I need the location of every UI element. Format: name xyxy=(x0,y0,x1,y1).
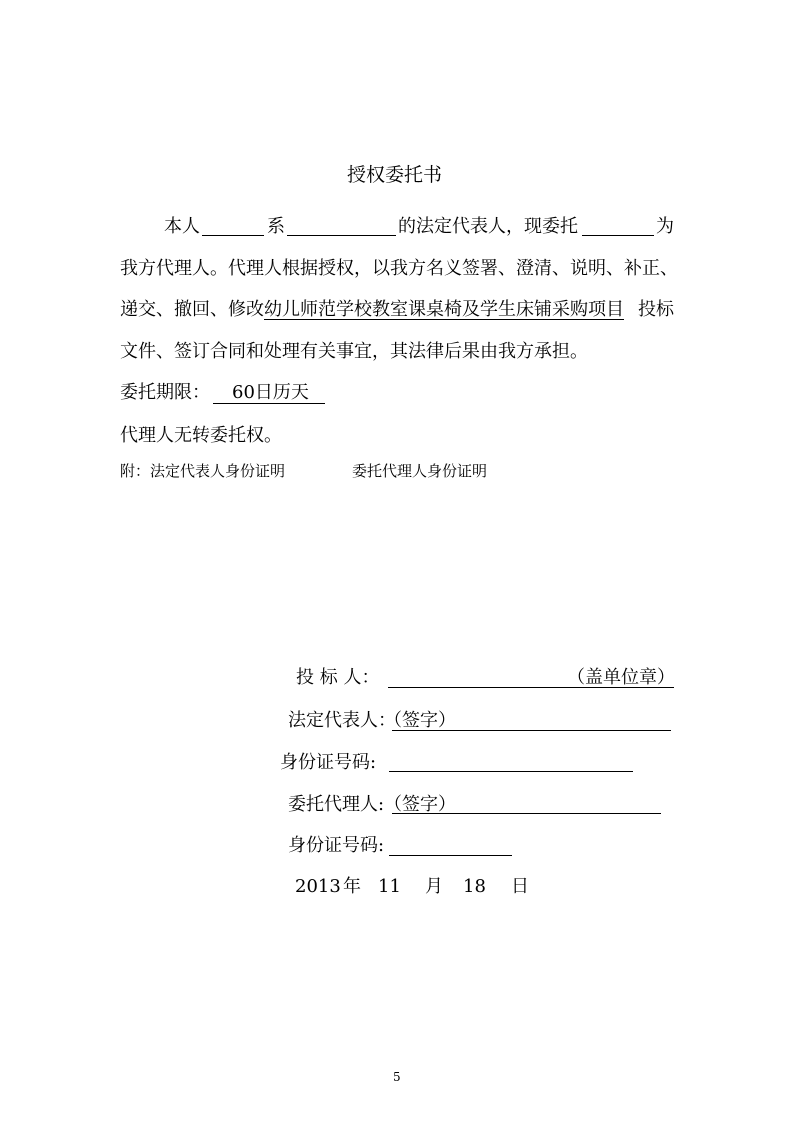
authorization-text-line4: 文件、签订合同和处理有关事宜，其法律后果由我方承担。 xyxy=(120,341,588,362)
legal-rep-sign-note: （签字） xyxy=(384,710,456,731)
principal-name-blank[interactable] xyxy=(202,235,264,236)
legal-rep-text: 的法定代表人，现委托 xyxy=(398,216,578,237)
id-number-label-1: 身份证号码: xyxy=(280,752,377,773)
page-number: 5 xyxy=(393,1070,401,1084)
date-month: 11 xyxy=(378,876,401,897)
date-year: 2013 xyxy=(295,876,341,897)
id-number-line-2[interactable] xyxy=(389,855,512,856)
period-value: 60日历天 xyxy=(232,382,309,403)
authorization-text-line3b: 投标 xyxy=(638,299,674,320)
date-year-unit: 年 xyxy=(343,876,361,897)
agent-sign-note: （签字） xyxy=(384,794,456,815)
relation-label: 系 xyxy=(267,216,285,237)
id-number-label-2: 身份证号码: xyxy=(288,835,385,856)
document-title: 授权委托书 xyxy=(347,164,443,186)
project-name: 幼儿师范学校教室课桌椅及学生床铺采购项目 xyxy=(264,299,624,320)
principal-label: 本人 xyxy=(164,216,200,237)
date-month-unit: 月 xyxy=(425,876,443,897)
no-delegation-text: 代理人无转委托权。 xyxy=(120,425,282,446)
bidder-seal-note: （盖单位章） xyxy=(567,667,675,688)
period-underline xyxy=(213,403,325,404)
authorization-text-line3a: 递交、撤回、修改 xyxy=(120,299,264,320)
period-label: 委托期限： xyxy=(120,382,210,403)
id-number-line-1[interactable] xyxy=(389,771,633,772)
date-day: 18 xyxy=(463,876,486,897)
date-day-unit: 日 xyxy=(511,876,529,897)
authorization-text-line2: 我方代理人。代理人根据授权，以我方名义签署、澄清、说明、补正、 xyxy=(120,258,678,279)
attachment-agent-id: 委托代理人身份证明 xyxy=(352,462,488,480)
agent-label: 委托代理人: xyxy=(288,794,385,815)
attachment-legal-rep-id: 附：法定代表人身份证明 xyxy=(120,462,286,480)
legal-rep-label: 法定代表人： xyxy=(288,710,396,731)
bidder-label: 投 标 人： xyxy=(296,667,380,688)
agent-name-blank[interactable] xyxy=(582,235,654,236)
as-label: 为 xyxy=(656,216,674,237)
company-name-blank[interactable] xyxy=(287,235,396,236)
